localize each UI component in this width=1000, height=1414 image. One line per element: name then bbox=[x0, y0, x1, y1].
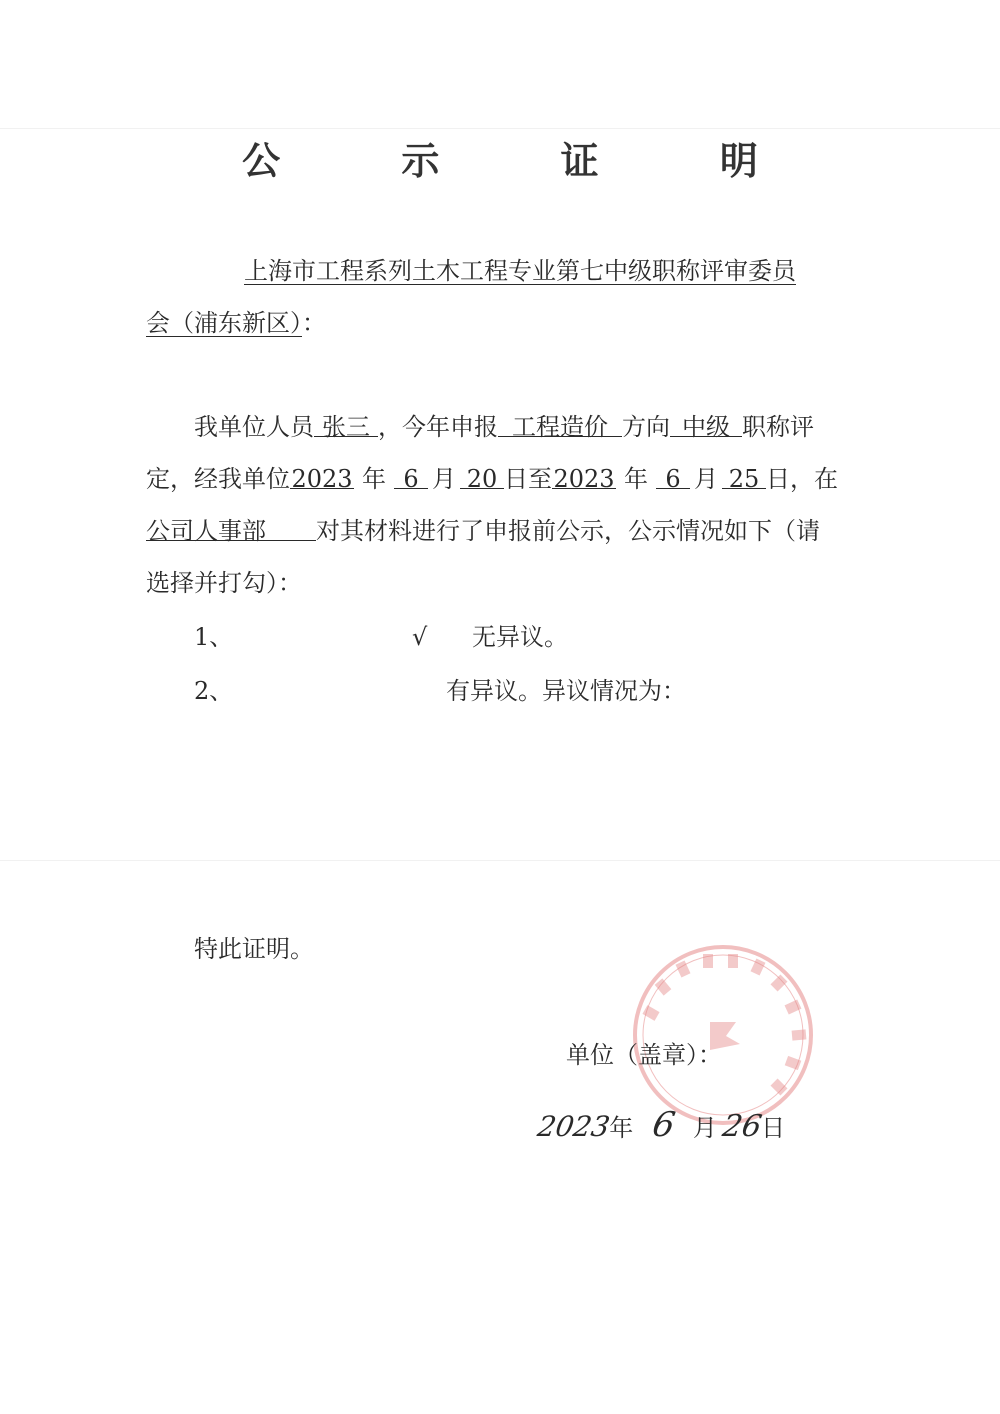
month-char: 月 bbox=[692, 1114, 717, 1142]
year-char: 年 bbox=[609, 1114, 634, 1142]
addressee-line-1 bbox=[244, 254, 796, 288]
text-segment: 年 bbox=[624, 465, 648, 493]
person-name: 张三 bbox=[322, 413, 370, 441]
specialty-field bbox=[498, 410, 622, 441]
addressee-committee: 上海市工程系列土木工程专业第七中级职称评审委员 bbox=[244, 257, 796, 285]
text-segment: 方向 bbox=[622, 413, 670, 441]
scan-artifact-mid bbox=[0, 860, 1000, 861]
day-char: 日 bbox=[761, 1114, 786, 1142]
option-1-checkbox[interactable] bbox=[412, 620, 427, 654]
text-segment: 月 bbox=[432, 465, 456, 493]
option-2-checkbox[interactable] bbox=[412, 674, 442, 708]
end-day-field bbox=[722, 462, 766, 493]
handwritten-year: 2023 bbox=[535, 1110, 613, 1143]
option-number: 1、 bbox=[194, 623, 234, 651]
company-seal-icon bbox=[628, 940, 818, 1130]
specialty: 工程造价 bbox=[512, 413, 608, 441]
body-line-3 bbox=[146, 514, 820, 548]
handwritten-month: 6 bbox=[649, 1105, 679, 1145]
text-segment: 职称评 bbox=[742, 413, 814, 441]
check-mark-icon: √ bbox=[412, 623, 428, 651]
text-segment: 年 bbox=[362, 465, 386, 493]
option-2 bbox=[194, 674, 233, 708]
start-month: 6 bbox=[403, 465, 419, 493]
text-segment: 我单位人员 bbox=[194, 413, 314, 441]
text-segment: 日，在 bbox=[766, 465, 838, 493]
title-level: 中级 bbox=[682, 413, 730, 441]
addressee-line-2 bbox=[146, 306, 326, 340]
addressee-committee-cont: 会（浦东新区） bbox=[146, 309, 302, 337]
start-year: 2023 bbox=[291, 465, 353, 493]
start-day-field bbox=[460, 462, 504, 493]
option-text: 有异议。异议情况为： bbox=[446, 677, 686, 705]
body-line-2 bbox=[146, 462, 838, 496]
start-day: 20 bbox=[466, 465, 498, 493]
handwritten-day: 26 bbox=[719, 1109, 765, 1144]
start-year-field bbox=[290, 462, 354, 493]
person-name-field bbox=[314, 410, 378, 441]
closing: 特此证明。 bbox=[194, 935, 314, 963]
text-segment: 月 bbox=[694, 465, 718, 493]
end-year-field bbox=[552, 462, 616, 493]
option-2-text bbox=[446, 674, 686, 708]
location-field bbox=[146, 514, 316, 545]
publicity-location: 公司人事部 bbox=[146, 517, 266, 545]
document-title: 公 示 证 明 bbox=[242, 139, 812, 183]
text-segment: 选择并打勾）： bbox=[146, 569, 302, 597]
body-line-1 bbox=[194, 410, 814, 444]
unit-seal-label: 单位（盖章）： bbox=[566, 1041, 722, 1069]
end-year: 2023 bbox=[553, 465, 615, 493]
option-number: 2、 bbox=[194, 677, 234, 705]
option-1 bbox=[194, 620, 233, 654]
end-day: 25 bbox=[728, 465, 760, 493]
start-month-field bbox=[394, 462, 428, 493]
end-month-field bbox=[656, 462, 690, 493]
scan-artifact-top bbox=[0, 128, 1000, 129]
text-segment: ，今年申报 bbox=[378, 413, 498, 441]
text-segment: 对其材料进行了申报前公示，公示情况如下（请 bbox=[316, 517, 820, 545]
option-1-text bbox=[472, 620, 568, 654]
addressee-colon: ： bbox=[302, 309, 326, 337]
signature-date bbox=[535, 1105, 786, 1148]
end-month: 6 bbox=[665, 465, 681, 493]
text-segment: 定，经我单位 bbox=[146, 465, 290, 493]
option-text: 无异议。 bbox=[472, 623, 568, 651]
body-line-4 bbox=[146, 566, 302, 600]
text-segment: 日至 bbox=[504, 465, 552, 493]
level-field bbox=[670, 410, 742, 441]
